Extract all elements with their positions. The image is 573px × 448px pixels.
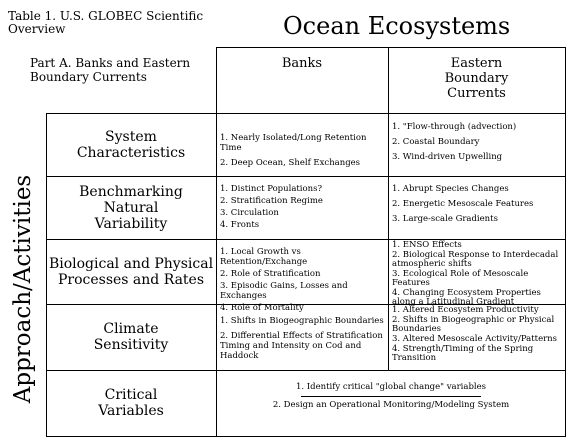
cell-ebc-processes [390,241,565,307]
cell-banks-benchmarking [218,184,388,232]
cell-ebc-climate [390,306,565,363]
list-item: 2. Shifts in Biogeographic or Physical Boundaries [392,315,555,334]
row-label-line: Natural [103,199,159,216]
list-item: 3. Altered Mesoscale Activity/Patterns [392,334,558,344]
list-item: 4. Fronts [220,220,260,230]
row-label-line: System [105,128,157,145]
row-label-climate-sensitivity [46,304,216,370]
list-item: 4. Strength/Timing of the Spring Transition [392,344,534,363]
row-label-line: Climate [103,321,159,337]
row-label-line: Biological and Physical [48,255,214,272]
list-item: 3. Episodic Gains, Losses and Exchanges [220,281,348,301]
row-label-benchmarking-natural-variability [46,176,216,239]
caption-line-2: Overview [8,22,66,36]
list-item: 2. Energetic Mesoscale Features [392,199,534,209]
part-line-2: Boundary Currents [30,70,147,84]
list-item: 3. Wind-driven Upwelling [392,152,503,162]
column-header-eastern-boundary-currents [388,56,565,101]
list-item: 1. Shifts in Biogeographic Boundaries [220,316,384,326]
divider [301,396,481,397]
list-item: 2. Design an Operational Monitoring/Modeling System [272,400,510,410]
list-item: 2. Biological Response to Interdecadal atmospheric shifts [392,250,559,269]
row-label-system-characteristics [46,113,216,176]
cell-banks-climate [218,316,388,363]
grid-line-right [565,47,566,437]
list-item: 2. Deep Ocean, Shelf Exchanges [220,158,361,168]
grid-line-top [216,47,566,48]
grid-line-bottom [46,436,566,437]
column-header-ebc-line-3: Currents [447,86,506,101]
list-item: 1. Altered Ecosystem Productivity [392,305,539,315]
list-item: 3. Ecological Role of Mesoscale Features [392,269,529,288]
list-item: 2. Stratification Regime [220,196,323,206]
list-item: 4. Role of Mortality [220,303,304,313]
grid-line-label-divider [216,47,217,437]
list-item: 2. Differential Effects of Stratification Timing and Intensity on Cod and Haddock [220,331,383,361]
row-label-line: Variables [98,403,164,419]
row-label-line: Processes and Rates [57,271,205,288]
list-item: 3. Circulation [220,208,279,218]
row-label-line: Variability [94,215,168,232]
page-title: Ocean Ecosystems [283,12,511,40]
row-label-biological-physical-processes [46,239,216,304]
cell-banks-system [218,133,388,170]
list-item: 1. Local Growth vs Retention/Exchange [220,247,308,267]
vertical-axis-title: Approach/Activities [10,174,36,404]
column-header-banks: Banks [281,56,323,71]
column-header-ebc-line-2: Boundary [444,71,509,86]
list-item: 1. ENSO Effects [392,240,462,250]
list-item: 1. Abrupt Species Changes [392,184,509,194]
cell-ebc-system [390,122,565,164]
part-line-1: Part A. Banks and Eastern [30,56,191,70]
row-label-line: Sensitivity [93,337,169,353]
row-label-line: Characteristics [76,144,186,161]
list-item: 1. Distinct Populations? [220,184,323,194]
table-caption [8,10,278,36]
cell-banks-processes [218,247,388,315]
row-label-line: Critical [104,387,158,403]
cell-critical-variables [216,382,566,410]
list-item: 3. Large-scale Gradients [392,214,498,224]
list-item: 1. Identify critical "global change" variables [295,382,487,392]
list-item: 2. Role of Stratification [220,269,321,279]
list-item: 2. Coastal Boundary [392,137,480,147]
list-item: 1. Nearly Isolated/Long Retention Time [220,133,367,153]
list-item: 1. "Flow-through (advection) [392,122,517,132]
list-item: 4. Changing Ecosystem Properties along a Latitudinal Gradient [392,288,541,307]
caption-line-1: Table 1. U.S. GLOBEC Scientific [8,9,204,23]
row-label-line: Benchmarking [79,183,183,200]
row-label-critical-variables [46,370,216,436]
part-label [30,56,220,84]
cell-ebc-benchmarking [390,184,565,226]
column-header-ebc-line-1: Eastern [450,56,503,71]
